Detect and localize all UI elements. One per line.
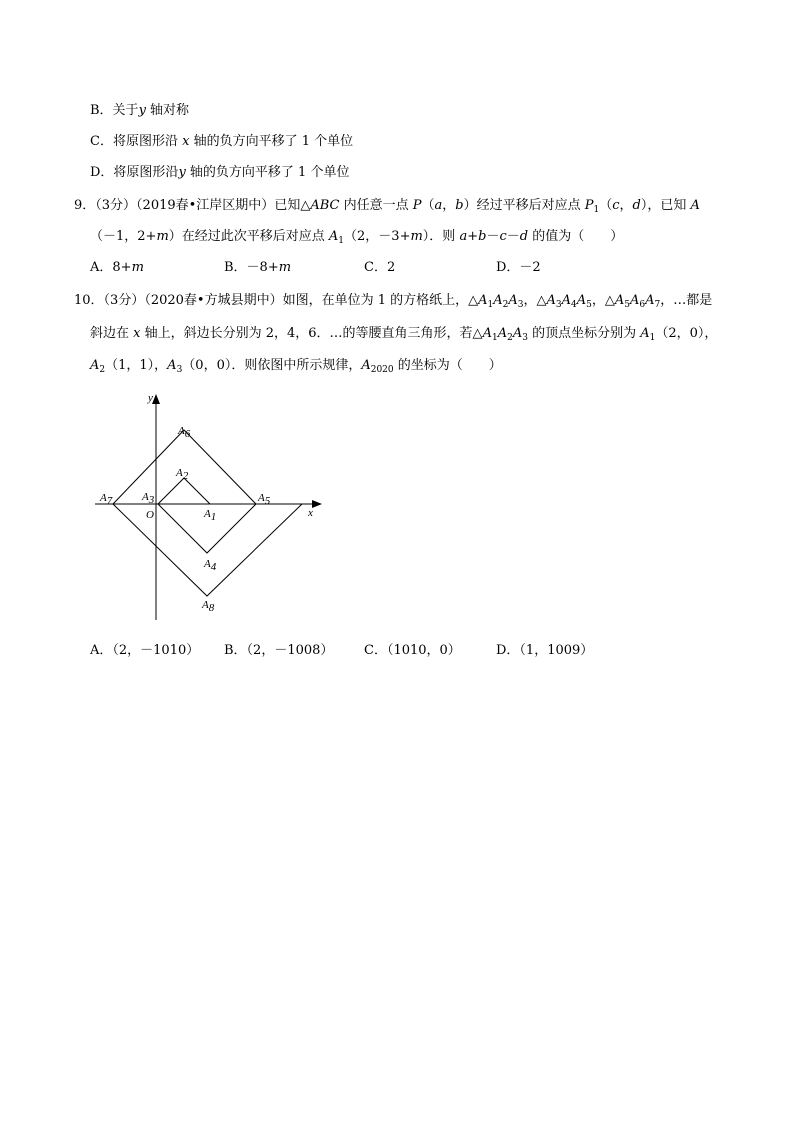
y-axis-label: y xyxy=(148,392,153,404)
label-a3: A3 xyxy=(142,491,155,506)
q9-option-b: B．－8+m xyxy=(224,260,292,275)
q9-stem-line2: （－1，2+m）在经过此次平移后对应点 $A_1(2$，－3+m）．则 a+b－c－d 的值为（ ） xyxy=(90,229,624,246)
q8-option-c: C．将原图形沿 x 轴的负方向平移了 1 个单位 xyxy=(90,134,354,149)
q10-stem-line3: $A_2(1$，1），$A_3(0$，0）．则依图中所示规律，$A_{2020}$ 的坐标为（ ） xyxy=(90,358,502,375)
q10-number: 10． xyxy=(74,293,104,308)
label-a4: A4 xyxy=(204,558,217,573)
q10-options xyxy=(90,642,710,660)
q10-stem-line2: 斜边在 x 轴上，斜边长分别为 2，4，6．…的等腰直角三角形，若$\triangle A_1A_2A_3$ 的顶点坐标分别为 $A_1(2$，0）， xyxy=(90,326,718,343)
q9-option-c: C．2 xyxy=(364,260,396,275)
label-a8: A8 xyxy=(202,599,215,614)
q9-meta: （3分）（2019春•江岸区期中） xyxy=(95,198,275,213)
q10-figure xyxy=(90,388,335,628)
q10-option-c: C．（1010，0） xyxy=(364,643,461,658)
label-a6: A6 xyxy=(178,425,191,440)
x-axis-arrow-icon xyxy=(312,500,322,508)
q10-option-d: D．（1，1009） xyxy=(496,643,594,658)
label-a2: A2 xyxy=(176,467,189,482)
origin-label: O xyxy=(146,509,154,521)
label-a7: A7 xyxy=(100,492,113,507)
label-a1: A1 xyxy=(204,508,217,523)
q9-number: 9． xyxy=(74,198,96,213)
triangle-a5-a6-a7 xyxy=(113,430,256,504)
q10-option-b: B．（2，－1008） xyxy=(224,643,334,658)
y-axis-arrow-icon xyxy=(152,394,160,404)
q10-stem-line1: 10．（3分）（2020春•方城县期中）如图，在单位为 1 的方格纸上，$\triangle A_1A_2A_3$，$\triangle A_3A_4A_5$，$\triangle A_5A_6A_7$，…都是 xyxy=(74,293,713,310)
q9-options xyxy=(90,259,690,277)
q9-option-a: A．8+m xyxy=(90,260,144,275)
x-axis-label: x xyxy=(308,507,313,519)
label-a5: A5 xyxy=(258,492,271,507)
q10-meta: （3分）（2020春•方城县期中） xyxy=(103,293,283,308)
q8-option-b: B．关于y 轴对称 xyxy=(90,103,190,118)
q8-option-d: D．将原图形沿y 轴的负方向平移了 1 个单位 xyxy=(90,165,350,180)
q9-option-d: D．－2 xyxy=(496,260,541,275)
q10-option-a: A．（2，－1010） xyxy=(90,643,200,658)
q9-stem-line1: 9．（3分）（2019春•江岸区期中）已知△ABC 内任意一点 P（a，b）经过平移后对应点 $P_1(c$，d），已知 A xyxy=(74,198,700,215)
